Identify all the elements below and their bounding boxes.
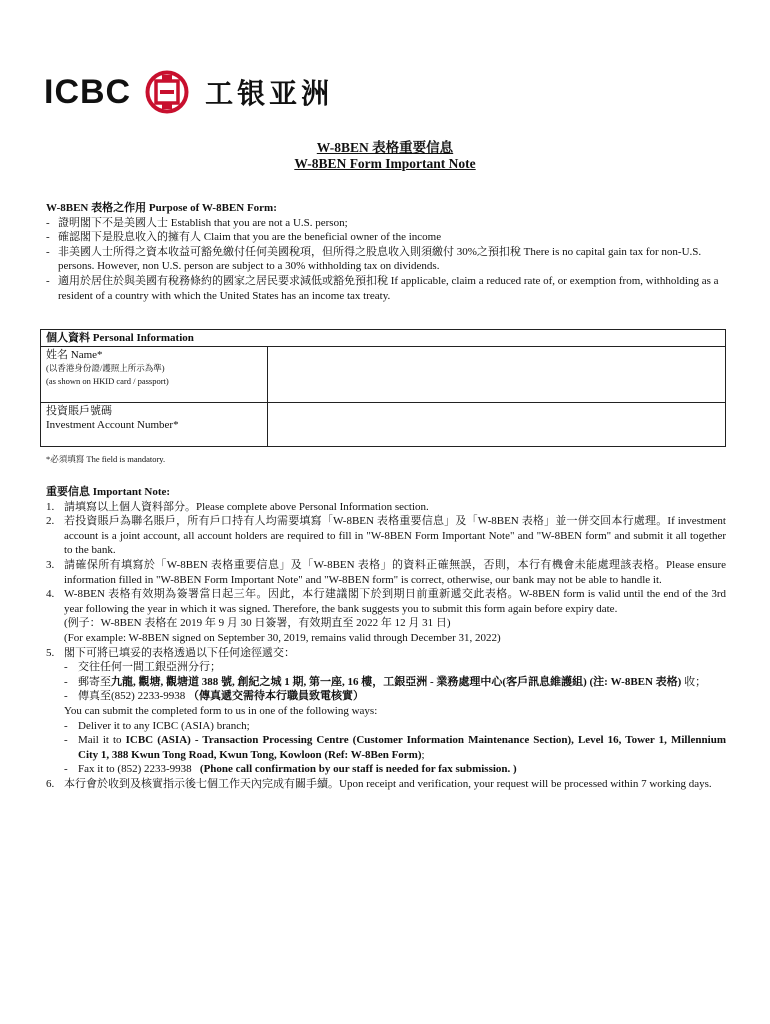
- note-item: 2. 若投資賬戶為聯名賬戶，所有戶口持有人均需要填寫「W-8BEN 表格重要信息」及「W-8BEN 表格」並一併交回本行處理。If investment account is a joint account, all account holders are required to fill in "W-8BEN Form Important Note" and "W-8BEN form" and submit it all together to the bank.: [46, 515, 726, 557]
- purpose-item-text: 證明閣下不是美國人士 Establish that you are not a U.S. person;: [58, 216, 348, 229]
- note-example-en: (For example: W-8BEN signed on September 30, 2019, remains valid through December 31, 2022): [64, 631, 501, 644]
- purpose-item-text: 非美國人士所得之資本收益可豁免繳付任何美國稅項，但所得之股息收入則須繳付 30%之預扣稅 There is no capital gain tax for non-U.S. persons. However, non U.S. person are subject to a 30% withholding tax on dividends.: [58, 245, 702, 273]
- note-text: 本行會於收到及核實指示後七個工作天內完成有關手續。Upon receipt and verification, your request will be processed within 7 working days.: [64, 777, 712, 790]
- note-item: 5. 閣下可將已填妥的表格透過以下任何途徑遞交：: [46, 646, 726, 661]
- important-notes-section: [46, 485, 726, 791]
- submit-method-mail-zh: - 郵寄至九龍, 觀塘, 觀塘道 388 號, 創紀之城 1 期, 第一座, 16 樓，工銀亞洲 - 業務處理中心(客戶訊息維護組) (注: W-8BEN 表格) 收；: [64, 675, 707, 688]
- fax-note-en: (Phone call confirmation by our staff is needed for fax submission. ): [199, 763, 517, 776]
- purpose-section: [46, 201, 726, 303]
- mandatory-note: *必須填寫 The field is mandatory.: [46, 454, 166, 464]
- title-en: W-8BEN Form Important Note: [294, 156, 476, 171]
- account-label-cell: [41, 403, 268, 447]
- account-number-field[interactable]: [268, 403, 726, 447]
- note-text: 請確保所有填寫於「W-8BEN 表格重要信息」及「W-8BEN 表格」的資料正確無誤，否則，本行有機會未能處理該表格。Please ensure information filled in "W-8BEN Form Important Note" and "W-8BEN form" is correct, otherwise, our bank may not be able to handle it.: [64, 558, 726, 586]
- note-item: 1. 請填寫以上個人資料部分。Please complete above Personal Information section.: [46, 500, 726, 515]
- icbc-emblem-icon: [145, 70, 189, 114]
- purpose-item: - 非美國人士所得之資本收益可豁免繳付任何美國稅項，但所得之股息收入則須繳付 30%之預扣稅 There is no capital gain tax for non-U.S. persons. However, non U.S. person are subject to a 30% withholding tax on dividends.: [46, 245, 726, 274]
- submit-intro-en: You can submit the completed form to us in one of the following ways:: [64, 704, 378, 717]
- submit-method-branch-zh: - 交往任何一間工銀亞洲分行；: [64, 661, 221, 674]
- name-note-zh: (以香港身份證/護照上所示為準): [46, 363, 165, 373]
- name-label: 姓名 Name*: [46, 349, 103, 361]
- note-text: W-8BEN 表格有效期為簽署當日起三年。因此，本行建議閣下於到期日前重新遞交此表格。W-8BEN form is valid until the end of the 3rd year following the year in which it was signed. Therefore, the bank suggests you to submit this form again before expiry date.: [64, 588, 726, 615]
- purpose-item-text: 確認閣下是股息收入的擁有人 Claim that you are the beneficial owner of the income: [58, 231, 442, 244]
- note-item: 6. 本行會於收到及核實指示後七個工作天內完成有關手續。Upon receipt and verification, your request will be processed within 7 working days.: [46, 777, 726, 792]
- personal-info-header: 個人資料 Personal Information: [41, 330, 726, 347]
- submit-method-mail-en: - Mail it to ICBC (ASIA) - Transaction Processing Centre (Customer Information Maintenance Section), Level 16, Tower 1, Millennium City 1, 388 Kwun Tong Road, Kwun Tong, Kowloon (Ref: W-8Ben Form);: [64, 734, 726, 761]
- submit-method-fax-en: - Fax it to (852) 2233-9938 (Phone call confirmation by our staff is needed for fax submission. ): [64, 763, 517, 776]
- personal-info-table: [40, 329, 726, 447]
- notes-heading: 重要信息 Important Note:: [46, 486, 171, 498]
- page-title: [0, 140, 770, 172]
- fax-note-zh: （傳真遞交需待本行職員致電核實）: [188, 690, 364, 703]
- name-field[interactable]: [268, 347, 726, 403]
- submit-method-fax-zh: - 傳真至(852) 2233-9938 （傳真遞交需待本行職員致電核實）: [64, 690, 364, 703]
- purpose-heading: W-8BEN 表格之作用 Purpose of W-8BEN Form:: [46, 202, 277, 214]
- logo-text-zh: 工银亚洲: [205, 77, 334, 110]
- note-item: 3. 請確保所有填寫於「W-8BEN 表格重要信息」及「W-8BEN 表格」的資料正確無誤，否則，本行有機會未能處理該表格。Please ensure information filled in "W-8BEN Form Important Note" and "W-8BEN form" is correct, otherwise, our bank may not be able to handle it.: [46, 558, 726, 586]
- name-label-cell: [41, 347, 268, 403]
- submit-method-branch-en: - Deliver it to any ICBC (ASIA) branch;: [64, 719, 250, 732]
- account-label-zh: 投資賬戶號碼: [46, 405, 112, 417]
- mail-address-en: ICBC (ASIA) - Transaction Processing Centre (Customer Information Maintenance Section), Level 16, Tower 1, Millennium City 1, 388 Kwun Tong Road, Kwun Tong, Kowloon (Ref: W-8Ben Form): [78, 734, 726, 761]
- note-example-zh: (例子：W-8BEN 表格在 2019 年 9 月 30 日簽署，有效期直至 2022 年 12 月 31 日): [64, 617, 451, 630]
- logo-text-en: ICBC: [44, 72, 132, 111]
- note-item: 4. W-8BEN 表格有效期為簽署當日起三年。因此，本行建議閣下於到期日前重新遞交此表格。W-8BEN form is valid until the end of the 3rd year following the year in which it was signed. Therefore, the bank suggests you to submit this form again before expiry date.: [46, 588, 726, 615]
- purpose-item: - 適用於居住於與美國有稅務條約的國家之居民要求減低或豁免預扣稅 If applicable, claim a reduced rate of, or exemption from, withholding as a resident of a country with which the United States has an income tax treaty.: [46, 274, 726, 303]
- mail-address-zh: 九龍, 觀塘, 觀塘道 388 號, 創紀之城 1 期, 第一座, 16 樓，工銀亞洲 - 業務處理中心(客戶訊息維護組) (注: W-8BEN 表格): [111, 675, 682, 688]
- purpose-item-text: 適用於居住於與美國有稅務條約的國家之居民要求減低或豁免預扣稅 If applicable, claim a reduced rate of, or exemption from, withholding as a resident of a country with which the United States has an income tax treaty.: [58, 274, 719, 302]
- name-note-en: (as shown on HKID card / passport): [46, 376, 169, 386]
- title-zh: W-8BEN 表格重要信息: [316, 140, 454, 155]
- note-text: 閣下可將已填妥的表格透過以下任何途徑遞交：: [64, 646, 295, 659]
- purpose-item: - 確認閣下是股息收入的擁有人 Claim that you are the beneficial owner of the income: [46, 230, 726, 245]
- note-text: 請填寫以上個人資料部分。Please complete above Personal Information section.: [64, 500, 429, 513]
- note-text: 若投資賬戶為聯名賬戶，所有戶口持有人均需要填寫「W-8BEN 表格重要信息」及「W-8BEN 表格」並一併交回本行處理。If investment account is a joint account, all account holders are required to fill in "W-8BEN Form Important Note" and "W-8BEN form" and submit it all together to the bank.: [64, 515, 726, 557]
- icbc-logo: [44, 70, 333, 114]
- purpose-item: - 證明閣下不是美國人士 Establish that you are not a U.S. person;: [46, 216, 726, 231]
- account-label-en: Investment Account Number*: [46, 419, 179, 431]
